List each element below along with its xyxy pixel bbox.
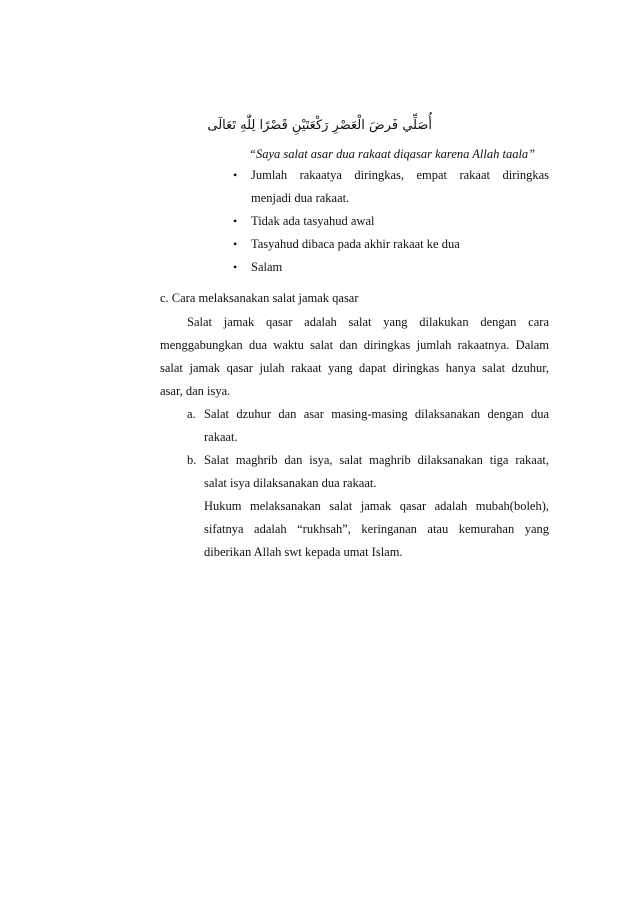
- bullet-item-1-line-1: Jumlah rakaatya diringkas, empat rakaat diringkas: [251, 168, 549, 182]
- list-item-b-line-2: salat isya dilaksanakan dua rakaat.: [204, 476, 377, 490]
- bullet-dot-icon: •: [233, 168, 238, 182]
- section-c-heading: c. Cara melaksanakan salat jamak qasar: [160, 291, 359, 305]
- paragraph-line-3: salat jamak qasar julah rakaat yang dapat diringkas hanya salat dzuhur,: [160, 361, 549, 375]
- bullet-item-2: Tidak ada tasyahud awal: [251, 214, 375, 228]
- bullet-dot-icon: •: [233, 260, 238, 274]
- list-item-a-label: a.: [187, 407, 196, 421]
- bullet-dot-icon: •: [233, 214, 238, 228]
- paragraph-line-4: asar, dan isya.: [160, 384, 231, 398]
- list-item-b-line-1: Salat maghrib dan isya, salat maghrib dilaksanakan tiga rakaat,: [204, 453, 549, 467]
- list-item-b-label: b.: [187, 453, 197, 467]
- arabic-intention: أُصَلِّي فَرضَ الْعَصْرِ رَكْعَتَيْنِ قَصْرًا لِلّٰهِ تَعَالَى: [207, 118, 432, 133]
- paragraph-line-2: menggabungkan dua waktu salat dan diringkas jumlah rakaatnya. Dalam: [160, 338, 549, 352]
- list-item-a-line-2: rakaat.: [204, 430, 238, 444]
- bullet-item-3: Tasyahud dibaca pada akhir rakaat ke dua: [251, 237, 460, 251]
- bullet-item-4: Salam: [251, 260, 283, 274]
- hukum-line-3: diberikan Allah swt kepada umat Islam.: [204, 545, 403, 559]
- intention-translation: “Saya salat asar dua rakaat diqasar karena Allah taala”: [249, 147, 536, 161]
- hukum-line-1: Hukum melaksanakan salat jamak qasar adalah mubah(boleh),: [204, 499, 549, 513]
- list-item-a-line-1: Salat dzuhur dan asar masing-masing dilaksanakan dengan dua: [204, 407, 549, 421]
- bullet-item-1-line-2: menjadi dua rakaat.: [251, 191, 350, 205]
- bullet-dot-icon: •: [233, 237, 238, 251]
- hukum-line-2: sifatnya adalah “rukhsah”, keringanan atau kemurahan yang: [204, 522, 549, 536]
- paragraph-line-1: Salat jamak qasar adalah salat yang dilakukan dengan cara: [187, 315, 549, 329]
